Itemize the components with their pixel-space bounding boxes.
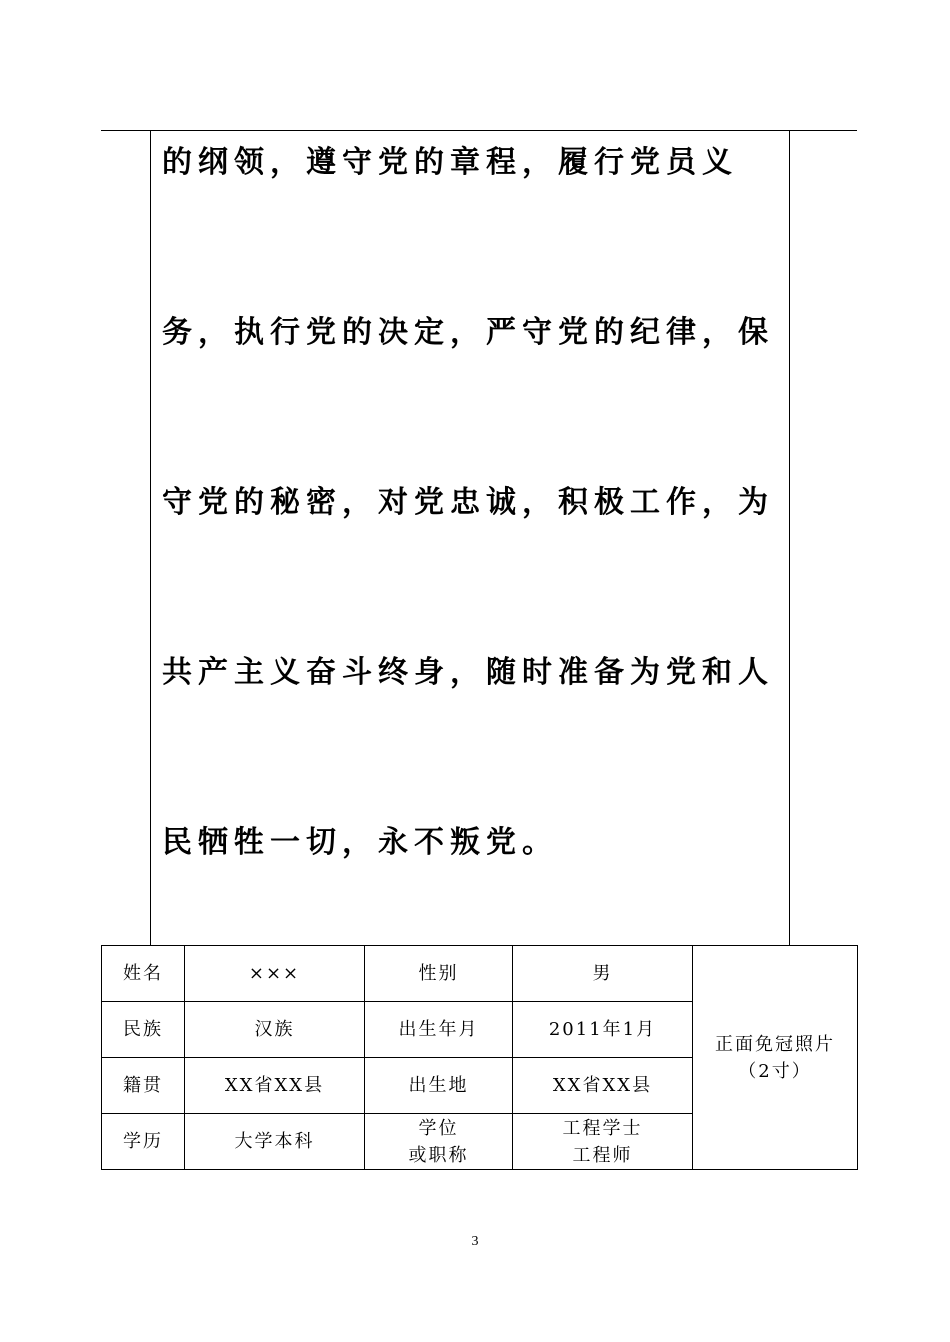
degree-label-line1: 学位 (418, 1117, 459, 1139)
name-value: ××× (185, 946, 365, 1002)
gender-value: 男 (513, 946, 693, 1002)
native-place-label: 籍贯 (102, 1058, 185, 1114)
personal-info-table (101, 945, 858, 1170)
degree-label-line2: 或职称 (408, 1144, 469, 1166)
photo-caption: 正面免冠照片 (715, 1033, 835, 1055)
degree-title-label (365, 1114, 513, 1170)
degree-title-value (513, 1114, 693, 1170)
oath-line-4: 共产主义奋斗终身，随时准备为党和人 (162, 655, 774, 690)
degree-value-line2: 工程师 (572, 1144, 633, 1166)
oath-line-3: 守党的秘密，对党忠诚，积极工作，为 (162, 485, 774, 520)
oath-line-1: 的纲领，遵守党的章程，履行党员义 (162, 145, 738, 180)
native-place-value: XX省XX县 (185, 1058, 365, 1114)
page-number: 3 (471, 1234, 479, 1249)
degree-value-line1: 工程学士 (562, 1117, 643, 1139)
oath-box-right-border (789, 130, 790, 945)
birthplace-label: 出生地 (365, 1058, 513, 1114)
ethnicity-label: 民族 (102, 1002, 185, 1058)
oath-line-5: 民牺牲一切，永不叛党。 (162, 825, 558, 860)
name-label: 姓名 (102, 946, 185, 1002)
birthplace-value: XX省XX县 (513, 1058, 693, 1114)
education-value: 大学本科 (185, 1114, 365, 1170)
photo-placeholder (693, 946, 858, 1170)
oath-line-2: 务，执行党的决定，严守党的纪律，保 (162, 315, 774, 350)
photo-size: （2寸） (738, 1060, 812, 1082)
oath-box-left-border (150, 130, 151, 945)
top-rule (101, 130, 857, 131)
table-row (102, 946, 858, 1002)
gender-label: 性别 (365, 946, 513, 1002)
birth-date-value: 2011年1月 (513, 1002, 693, 1058)
birth-date-label: 出生年月 (365, 1002, 513, 1058)
education-label: 学历 (102, 1114, 185, 1170)
ethnicity-value: 汉族 (185, 1002, 365, 1058)
